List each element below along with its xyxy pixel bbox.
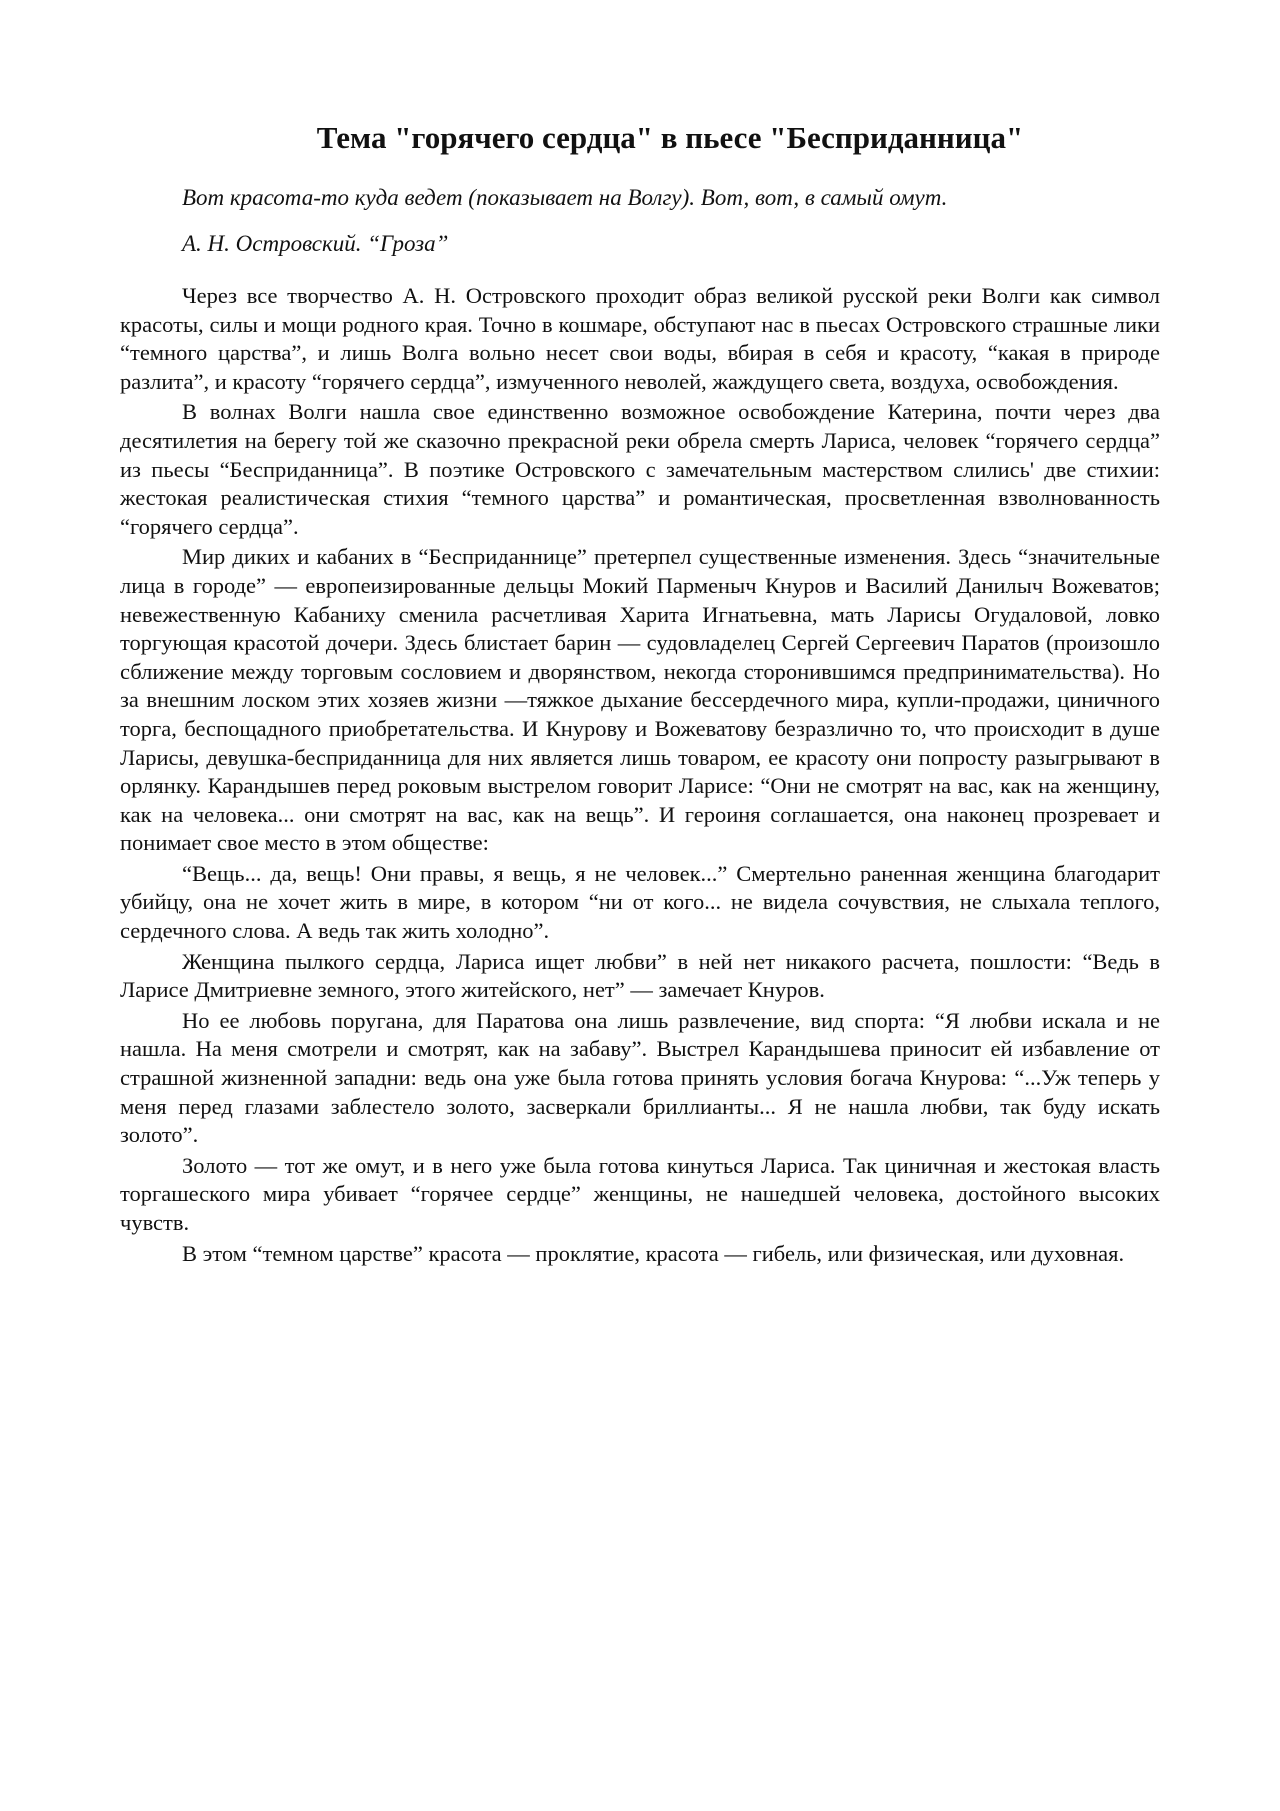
document-title: Тема "горячего сердца" в пьесе "Бесприданница" (316, 120, 1024, 155)
paragraph: Но ее любовь поругана, для Паратова она лишь развлечение, вид спорта: “Я любви искала и не нашла. На меня смотрели и смотрят, как на забаву”. Выстрел Карандышева приносит ей избавление от страшной жизненной западни: ведь она уже была готова принять условия богача Кнурова: “...Уж теперь у меня перед глазами заблестело золото, засверкали бриллианты... Я не нашла любви, так буду искать золото”. (120, 1007, 1160, 1148)
paragraph: Золото — тот же омут, и в него уже была готова кинуться Лариса. Так циничная и жестокая власть торгашеского мира убивает “горячее сердце” женщины, не нашедшей человека, достойного высоких чувств. (120, 1152, 1160, 1235)
paragraph: В волнах Волги нашла свое единственно возможное освобождение Катерина, почти через два десятилетия на берегу той же сказочно прекрасной реки обрела смерть Лариса, человек “горячего сердца” из пьесы “Бесприданница”. В поэтике Островского с замечательным мастерством слились' две стихии: жестокая реалистическая стихия “темного царства” и романтическая, просветленная взволнованность “горячего сердца”. (120, 399, 1160, 539)
paragraph: “Вещь... да, вещь! Они правы, я вещь, я не человек...” Смертельно раненная женщина благодарит убийцу, она не хочет жить в мире, в котором “ни от кого... не видела сочувствия, не слыхала теплого, сердечного слова. А ведь так жить холодно”. (120, 860, 1160, 944)
paragraph: В этом “темном царстве” красота — проклятие, красота — гибель, или физическая, или духовная. (182, 1240, 1125, 1266)
epigraph-quote: Вот красота-то куда ведет (показывает на Волгу). Вот, вот, в самый омут. (182, 185, 948, 210)
paragraph: Женщина пылкого сердца, Лариса ищет любви” в ней нет никакого расчета, пошлости: “Ведь в Ларисе Дмитриевне земного, этого житейского, нет” — замечает Кнуров. (120, 948, 1160, 1003)
essay-body (120, 282, 1160, 1270)
paragraph: Мир диких и кабаних в “Бесприданнице” претерпел существенные изменения. Здесь “значительные лица в городе” — европеизированные дельцы Мокий Парменыч Кнуров и Василий Данилыч Вожеватов; невежественную Кабаниху сменила расчетливая Харита Игнатьевна, мать Ларисы Огудаловой, ловко торгующая красотой дочери. Здесь блистает барин — судовладелец Сергей Сергеевич Паратов (произошло сближение между торговым сословием и дворянством, некогда сторонившимся предпринимательства). Но за внешним лоском этих хозяев жизни —тяжкое дыхание бессердечного мира, купли-продажи, циничного торга, беспощадного приобретательства. И Кнурову и Вожеватову безразлично то, что происходит в душе Ларисы, девушка-бесприданница для них является лишь товаром, ее красоту они попросту разыгрывают в орлянку. Карандышев перед роковым выстрелом говорит Ларисе: “Они не смотрят на вас, как на женщину, как на человека... они смотрят на вас, как на вещь”. И героиня соглашается, она наконец прозревает и понимает свое место в этом обществе: (120, 544, 1160, 856)
epigraph-author: А. Н. Островский. “Гроза” (182, 231, 449, 256)
paragraph: Через все творчество А. Н. Островского проходит образ великой русской реки Волги как символ красоты, силы и мощи родного края. Точно в кошмаре, обступают нас в пьесах Островского страшные лики “темного царства”, и лишь Волга вольно несет свои воды, вбирая в себя и красоту, “какая в природе разлита”, и красоту “горячего сердца”, измученного неволей, жаждущего света, воздуха, освобождения. (120, 283, 1160, 394)
